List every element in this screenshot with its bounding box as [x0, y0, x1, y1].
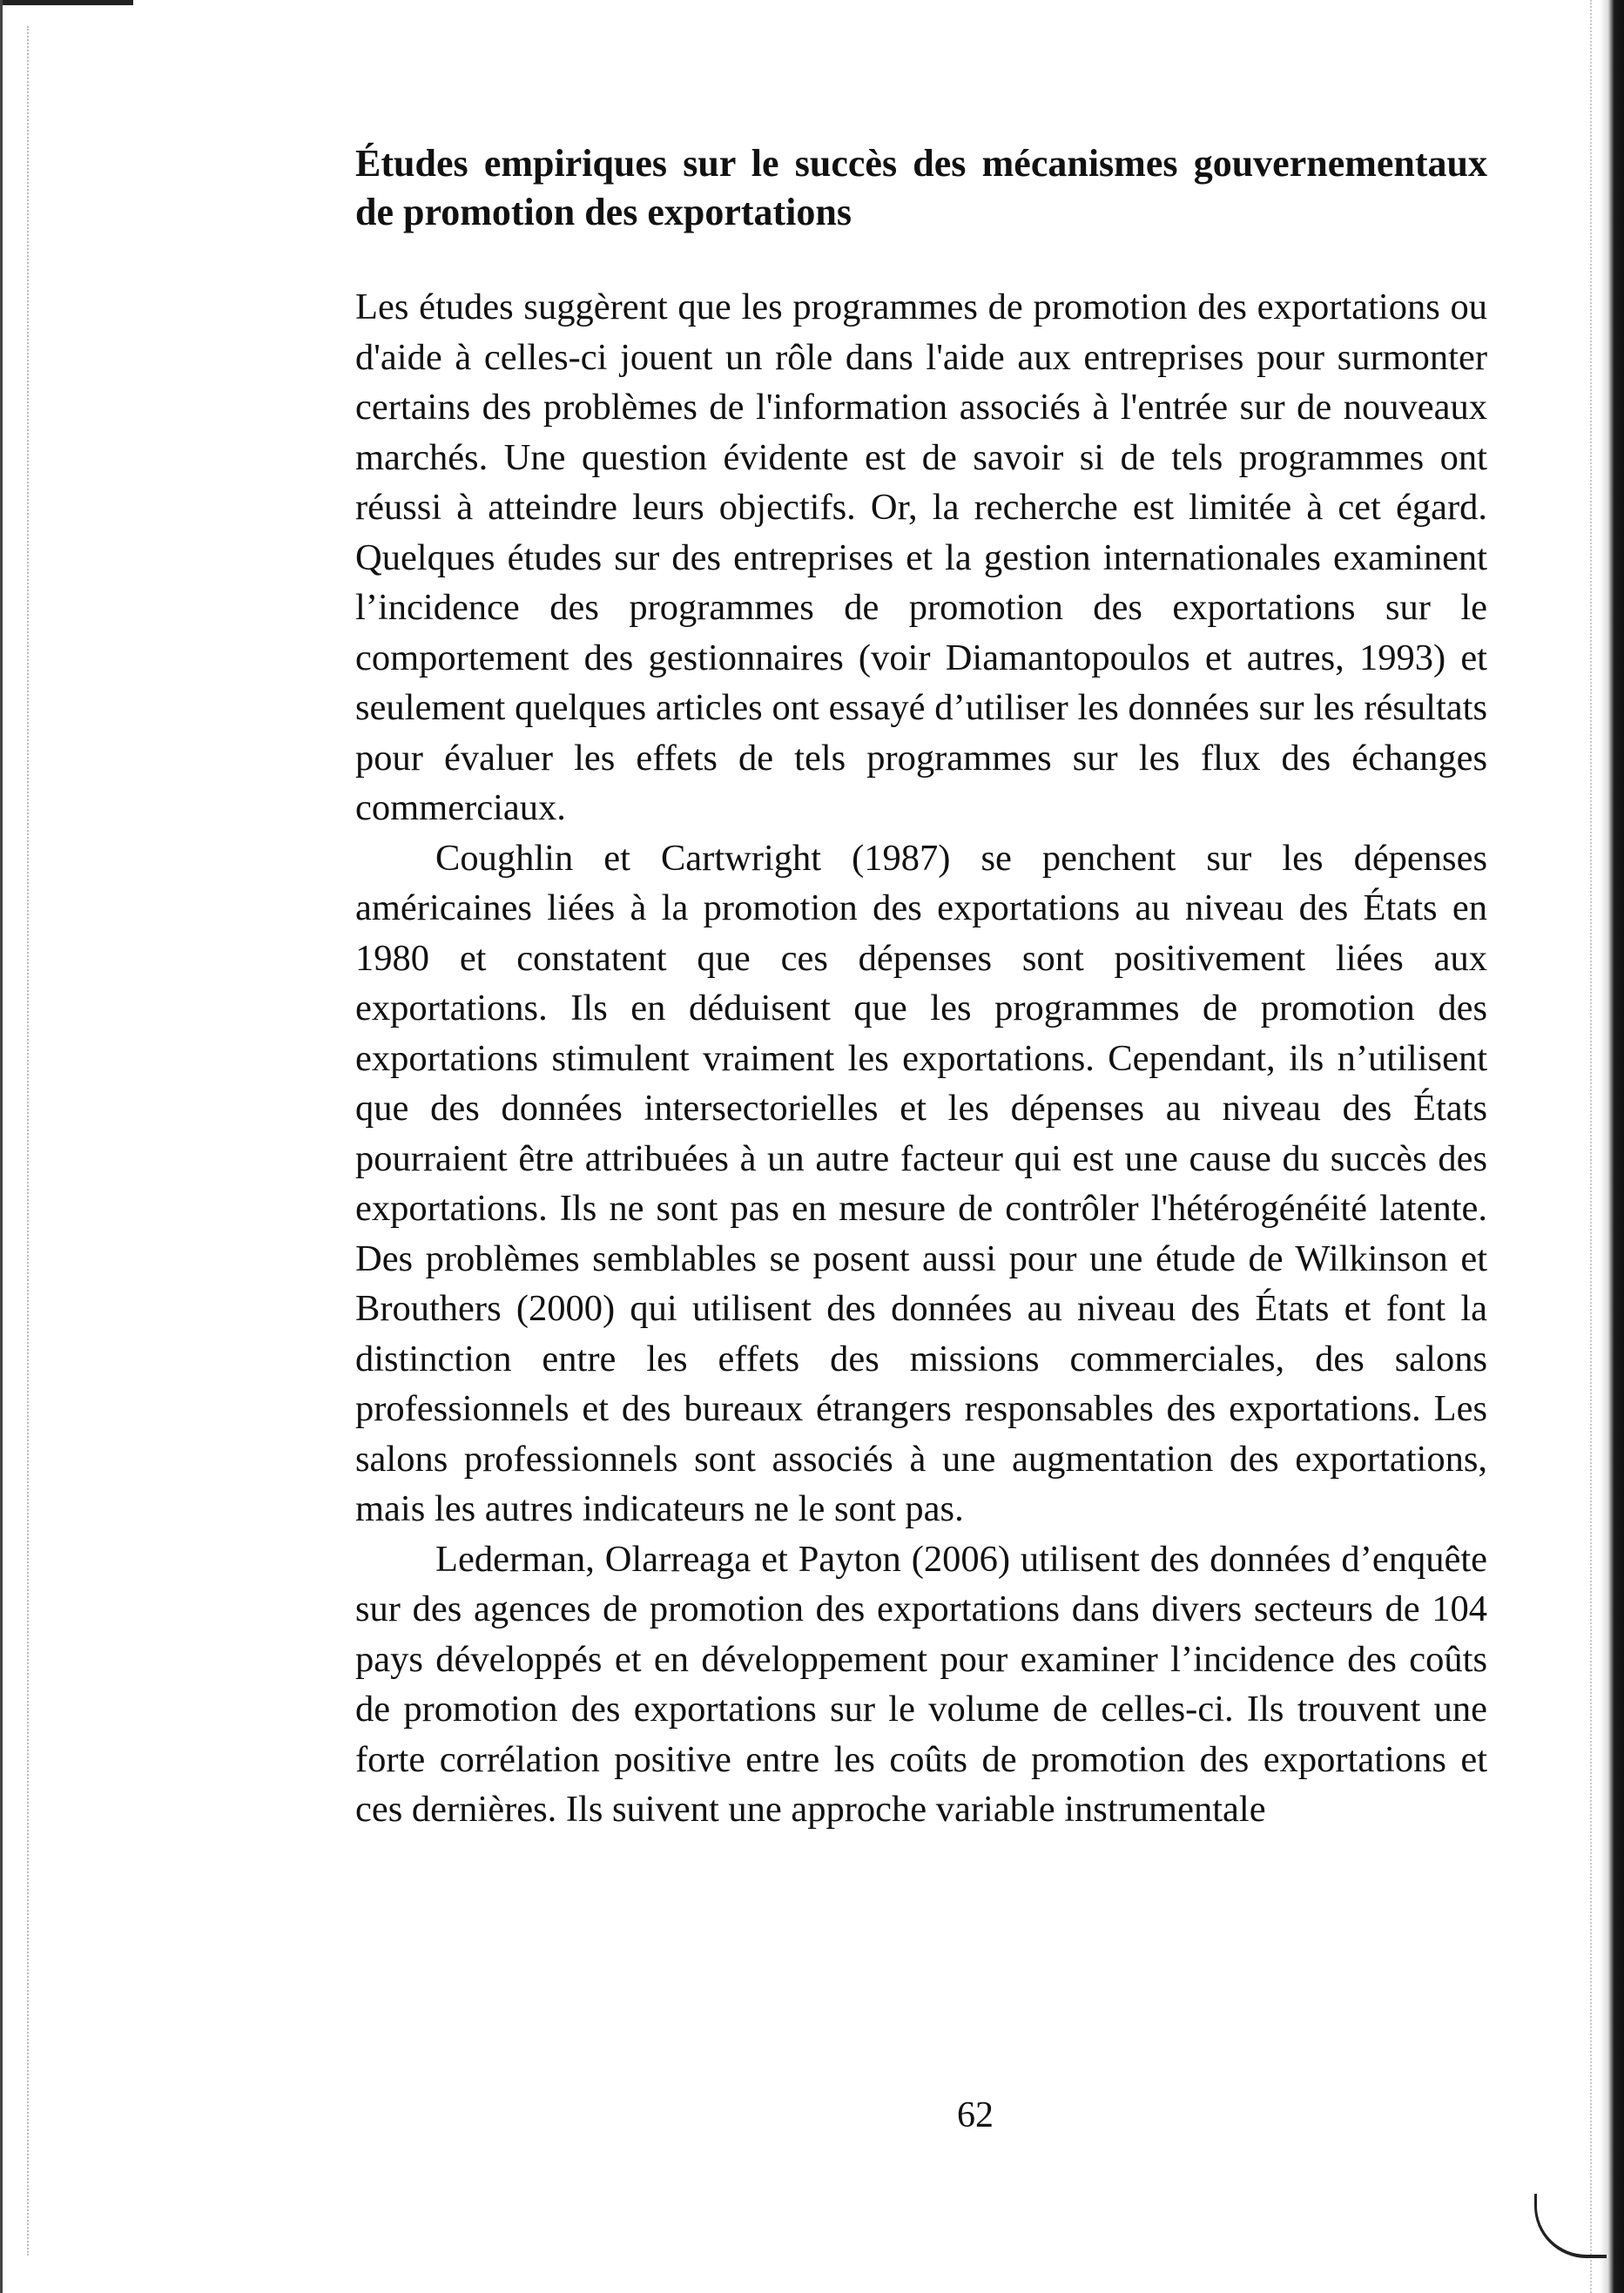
- paragraph-1: Les études suggèrent que les programmes de promotion des exportations ou d'aide à celles-ci jouent un rôle dans l'aide aux entreprises pour surmonter certains des problèmes de l'information associés à l'entrée sur de nouveaux marchés. Une question évidente est de savoir si de tels programmes ont réussi à atteindre leurs objectifs. Or, la recherche est limitée à cet égard. Quelques études sur des entreprises et la gestion internationales examinent l’incidence des programmes de promotion des exportations sur le comportement des gestionnaires (voir Diamantopoulos et autres, 1993) et seulement quelques articles ont essayé d’utiliser les données sur les résultats pour évaluer les effets de tels programmes sur les flux des échanges commerciaux.: [355, 287, 1487, 828]
- paragraph-3: Lederman, Olarreaga et Payton (2006) utilisent des données d’enquête sur des agences de promotion des exportations dans divers secteurs de 104 pays développés et en développement pour examiner l’incidence des coûts de promotion des exportations sur le volume de celles-ci. Ils trouvent une forte corrélation positive entre les coûts de promotion des exportations et ces dernières. Ils suivent une approche variable instrumentale: [355, 1538, 1487, 1830]
- scan-right-dotted-line: [1590, 0, 1593, 2293]
- page-content: [355, 139, 1487, 1835]
- scan-gutter-line: [27, 26, 30, 2256]
- scan-page-curl: [1534, 2194, 1607, 2258]
- paragraph-2: Coughlin et Cartwright (1987) se penchent sur les dépenses américaines liées à la promotion des exportations au niveau des États en 1980 et constatent que ces dépenses sont positivement liées aux exportations. Ils en déduisent que les programmes de promotion des exportations stimulent vraiment les exportations. Cependant, ils n’utilisent que des données intersectorielles et les dépenses au niveau des États pourraient être attribuées à un autre facteur qui est une cause du succès des exportations. Ils ne sont pas en mesure de contrôler l'hétérogénéité latente. Des problèmes semblables se posent aussi pour une étude de Wilkinson et Brouthers (2000) qui utilisent des données au niveau des États et font la distinction entre les effets des missions commerciales, des salons professionnels et des bureaux étrangers responsables des exportations. Les salons professionnels sont associés à une augmentation des exportations, mais les autres indicateurs ne le sont pas.: [355, 837, 1487, 1529]
- section-heading: Études empiriques sur le succès des mécanismes gouvernementaux de promotion des exportations: [355, 142, 1487, 233]
- scan-top-rule: [3, 0, 133, 5]
- page-number: 62: [957, 2095, 994, 2135]
- scan-left-margin: [0, 0, 133, 2293]
- scan-right-edge: [1600, 0, 1624, 2293]
